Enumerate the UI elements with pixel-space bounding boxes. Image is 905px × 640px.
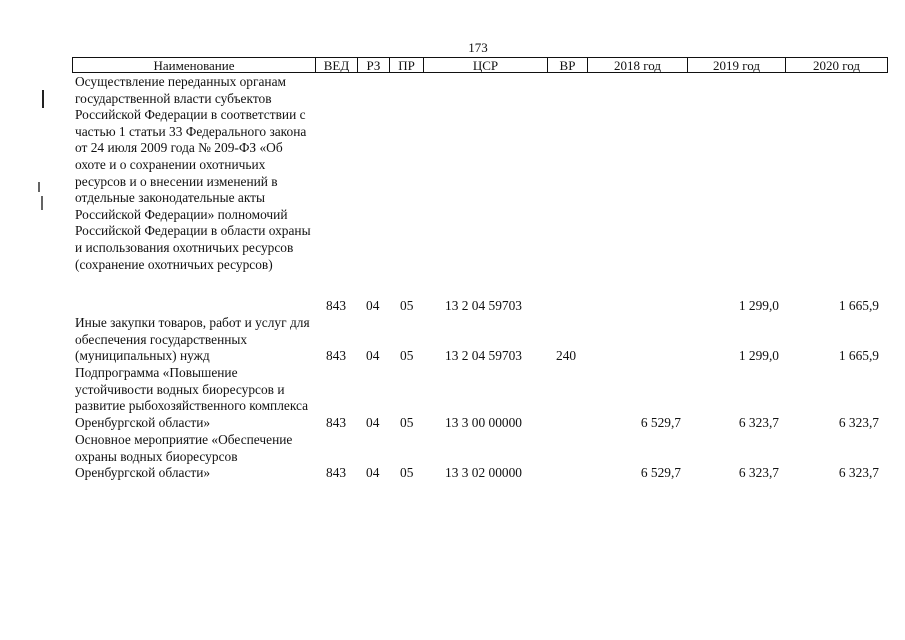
row-ved: 843 <box>326 465 347 480</box>
row-2019: 1 299,0 <box>738 298 779 313</box>
row-pr: 05 <box>400 465 414 480</box>
row-ved: 843 <box>326 298 347 313</box>
row-csr: 13 3 00 00000 <box>445 415 522 430</box>
page-number: 173 <box>468 40 488 55</box>
row-csr: 13 3 02 00000 <box>445 465 522 480</box>
row-ved: 843 <box>326 348 347 363</box>
row-pr: 05 <box>400 415 414 430</box>
header-ved: ВЕД <box>316 57 358 73</box>
row-ved: 843 <box>326 415 347 430</box>
row-pr: 05 <box>400 348 414 363</box>
header-csr: ЦСР <box>424 57 548 73</box>
row-2020: 6 323,7 <box>838 465 879 480</box>
header-2018: 2018 год <box>588 57 688 73</box>
row-name: Иные закупки товаров, работ и услуг для обеспечения государственных (муниципальных) нужд <box>75 315 310 364</box>
row-2020: 1 665,9 <box>838 348 879 363</box>
row-rz: 04 <box>366 298 380 313</box>
row-rz: 04 <box>366 465 380 480</box>
row-2020: 6 323,7 <box>838 415 879 430</box>
header-name: Наименование <box>72 57 316 73</box>
row-2019: 1 299,0 <box>738 348 779 363</box>
row-csr: 13 2 04 59703 <box>445 298 522 313</box>
row-2019: 6 323,7 <box>738 465 779 480</box>
header-vr: ВР <box>548 57 588 73</box>
row-name: Подпрограмма «Повышение устойчивости водных биоресурсов и развитие рыбохозяйственного комплекса Оренбургской области» <box>75 365 309 430</box>
scan-mark <box>41 196 43 210</box>
header-rz: РЗ <box>358 57 390 73</box>
row-name: Осуществление переданных органам государственной власти субъектов Российской Федерации в соответствии с частью 1 статьи 33 Федерального закона от 24 июля 2009 года № 209-ФЗ «Об охоте и о сохранении охотничьих ресурсов и о внесении изменений в отдельные законодательные акты Российской Федерации» полномочий Российской Федерации в области охраны и использования охотничьих ресурсов (сохранение охотничьих ресурсов) <box>75 74 311 272</box>
header-pr: ПР <box>390 57 424 73</box>
row-2019: 6 323,7 <box>738 415 779 430</box>
scan-mark <box>42 90 44 108</box>
row-csr: 13 2 04 59703 <box>445 348 522 363</box>
header-2020: 2020 год <box>786 57 888 73</box>
row-2018: 6 529,7 <box>640 465 681 480</box>
scan-mark <box>38 182 40 192</box>
row-2020: 1 665,9 <box>838 298 879 313</box>
row-rz: 04 <box>366 348 380 363</box>
row-name: Основное мероприятие «Обеспечение охраны водных биоресурсов Оренбургской области» <box>75 432 293 481</box>
row-2018: 6 529,7 <box>640 415 681 430</box>
row-pr: 05 <box>400 298 414 313</box>
row-rz: 04 <box>366 415 380 430</box>
row-vr: 240 <box>556 348 577 363</box>
header-2019: 2019 год <box>688 57 786 73</box>
